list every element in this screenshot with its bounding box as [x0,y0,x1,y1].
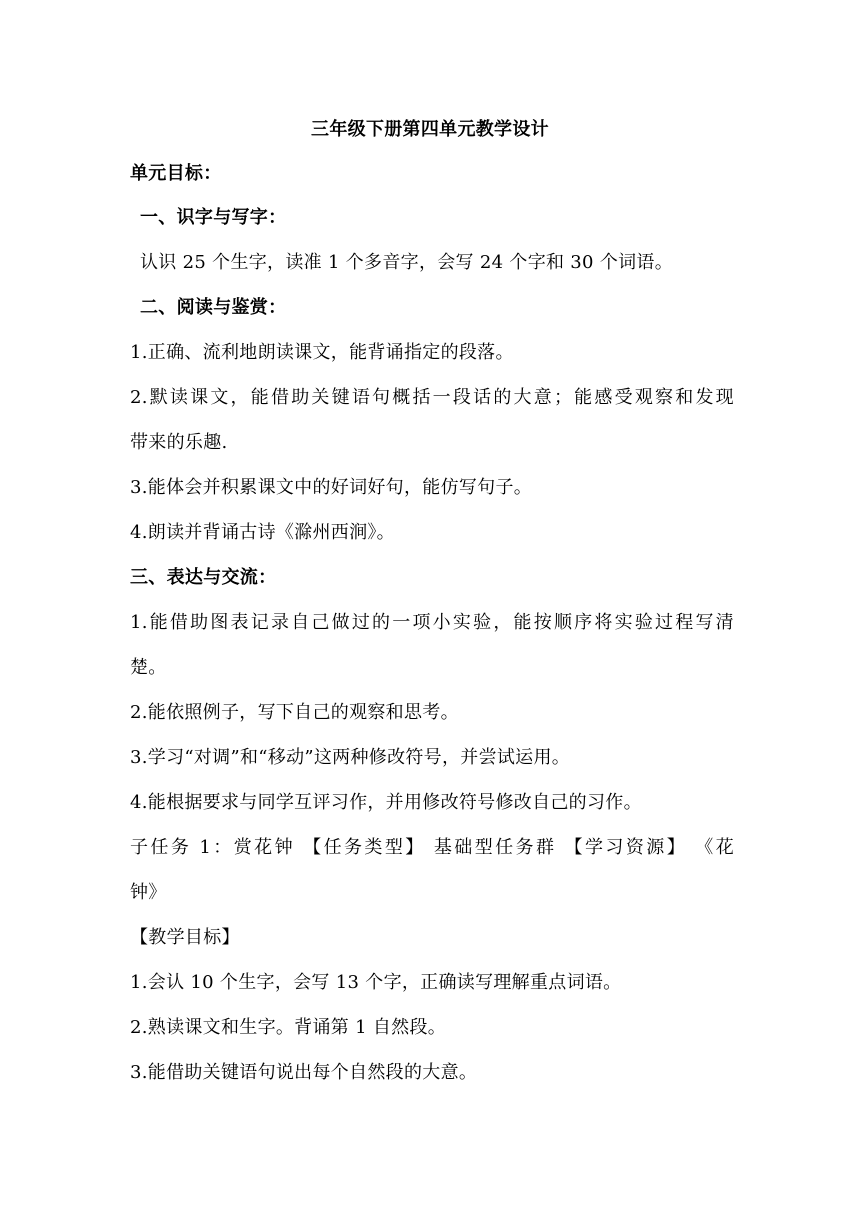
section2-item: 2.默读课文，能借助关键语句概括一段话的大意；能感受观察和发现 [130,387,734,408]
subtask-line: 子任务 1：赏花钟 【任务类型】 基础型任务群 【学习资源】 《花 [130,837,734,858]
teaching-goal-item: 3.能借助关键语句说出每个自然段的大意。 [130,1062,478,1083]
section2-item-continuation: 带来的乐趣. [130,432,228,453]
section2-item: 4.朗读并背诵古诗《滁州西涧》。 [130,522,395,543]
section3-item: 4.能根据要求与同学互评习作，并用修改符号修改自己的习作。 [130,792,642,813]
document-title: 三年级下册第四单元教学设计 [311,119,549,140]
section3-item: 3.学习“对调”和“移动”这两种修改符号，并尝试运用。 [130,747,571,768]
subtask-line-continuation: 钟》 [130,882,167,903]
section3-heading: 三、表达与交流： [130,567,277,588]
section3-item: 1.能借助图表记录自己做过的一项小实验，能按顺序将实验过程写清 [130,612,734,633]
section1-text: 认识 25 个生字，读准 1 个多音字，会写 24 个字和 30 个词语。 [140,252,674,273]
section2-item: 1.正确、流利地朗读课文，能背诵指定的段落。 [130,342,514,363]
teaching-goal-heading: 【教学目标】 [130,927,240,948]
section2-item: 3.能体会并积累课文中的好词好句，能仿写句子。 [130,477,533,498]
section2-heading: 二、阅读与鉴赏： [140,297,287,318]
teaching-goal-item: 1.会认 10 个生字，会写 13 个字，正确读写理解重点词语。 [130,972,622,993]
section3-item-continuation: 楚。 [130,657,167,678]
section1-heading: 一、识字与写字： [140,207,287,228]
unit-goal-heading: 单元目标： [130,163,222,184]
teaching-goal-item: 2.熟读课文和生字。背诵第 1 自然段。 [130,1017,447,1038]
section3-item: 2.能依照例子，写下自己的观察和思考。 [130,702,459,723]
